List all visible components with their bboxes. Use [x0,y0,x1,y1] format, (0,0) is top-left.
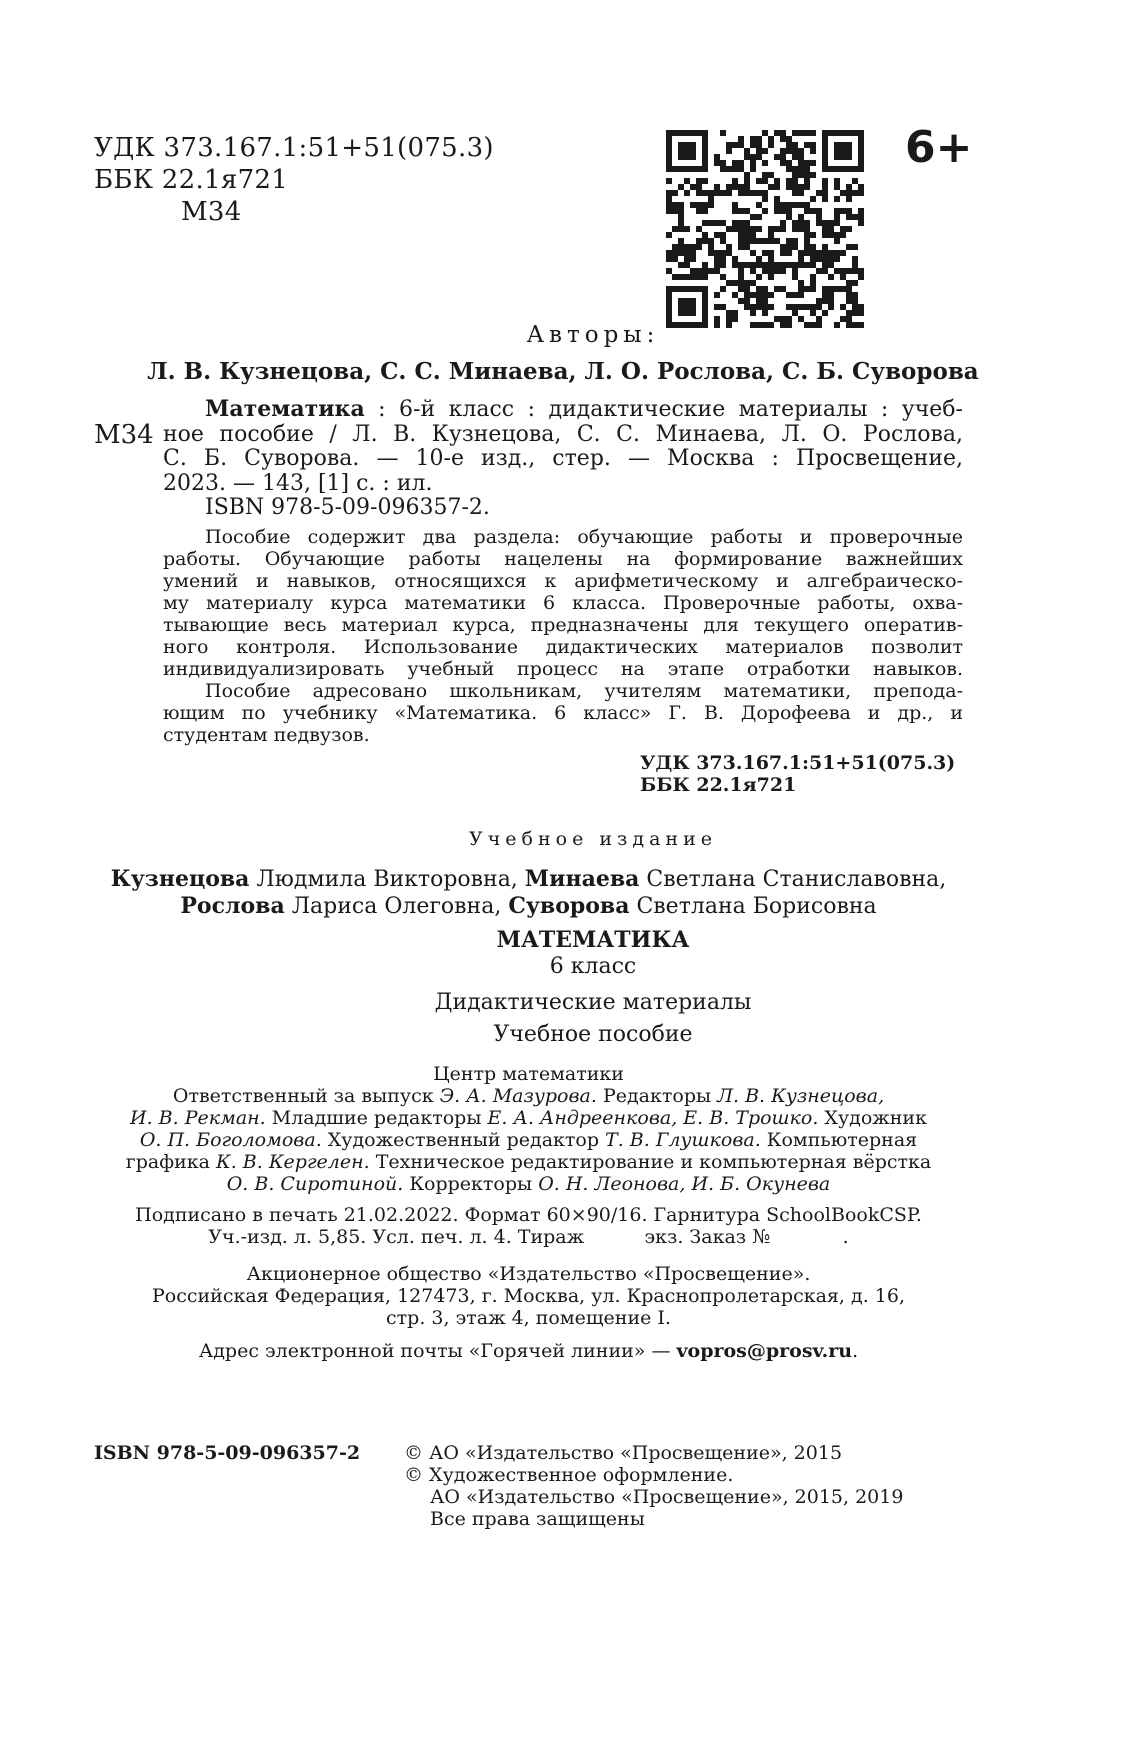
surname: Суворова [508,893,630,919]
age-rating-badge: 6+ [905,122,973,173]
copyright-line: © АО «Издательство «Просвещение», 2015 [404,1442,843,1464]
credits-line-5: О. В. Сиротиной. Корректоры О. Н. Леонова, И. Б. Окунева [226,1173,831,1195]
copyright-line: АО «Издательство «Просвещение», 2015, 2019 [430,1486,904,1508]
biblio-line-1: Математика : 6-й класс : дидактические материалы : учеб- [205,396,963,422]
surname: Минаева [524,866,640,892]
copyright-line: © Художественное оформление. [404,1464,734,1486]
publisher-line: Акционерное общество «Издательство «Просвещение». [246,1263,811,1285]
qr-code-icon [666,130,864,328]
credits-line-1: Ответственный за выпуск Э. А. Мазурова. Редакторы Л. В. Кузнецова, [172,1085,885,1107]
annotation-line: индивидуализировать учебный процесс на этапе отработки навыков. [163,658,963,680]
biblio-record [163,397,963,521]
authors-label: Авторы: [526,322,660,348]
full-names [94,866,963,920]
center-name: Центр математики [433,1063,624,1085]
annotation-line: ного контроля. Использование дидактических материалов позволит [163,636,963,658]
credits-line-2: И. В. Рекман. Младшие редакторы Е. А. Андреенкова, Е. В. Трошко. Художник [130,1107,927,1129]
credits-line-4: графика К. В. Кергелен. Техническое редактирование и компьютерная вёрстка [125,1151,932,1173]
author-mark: М34 [181,197,242,227]
annotation [163,526,963,746]
annotation-line: ющим по учебнику «Математика. 6 класс» Г. В. Дорофеева и др., и [163,702,963,724]
biblio-title: Математика [205,396,365,422]
hotline-email: Адрес электронной почты «Горячей линии» — vopros@prosv.ru. [198,1340,859,1362]
print-line: Уч.-изд. л. 5,85. Усл. печ. л. 4. Тираж экз. Заказ № . [208,1226,849,1248]
biblio-isbn: ISBN 978-5-09-096357-2. [205,495,490,520]
book-title: МАТЕМАТИКА [496,927,690,953]
biblio-line-3: С. Б. Суворова. — 10-е изд., стер. — Москва : Просвещение, [163,446,963,471]
udk-right-block [640,752,955,796]
annotation-line: умений и навыков, относящихся к арифметическому и алгебраическо- [163,570,963,592]
credits-line-3: О. П. Боголомова. Художественный редактор Т. В. Глушкова. Компьютерная [139,1129,918,1151]
full-names-line-1: Кузнецова Людмила Викторовна, Минаева Светлана Станиславовна, [110,866,947,892]
copyright-line: Все права защищены [430,1508,645,1530]
bbk-right: ББК 22.1я721 [640,774,797,796]
biblio-line-4: 2023. — 143, [1] с. : ил. [163,470,433,496]
print-info [94,1204,963,1248]
biblio-line-2: ное пособие / Л. В. Кузнецова, С. С. Минаева, Л. О. Рослова, [163,421,963,447]
publisher-info [94,1263,963,1329]
book-grade: 6 класс [549,954,637,979]
isbn-bottom: ISBN 978-5-09-096357-2 [94,1442,361,1464]
book-subtitle: Дидактические материалы [434,990,752,1015]
annotation-line: Пособие содержит два раздела: обучающие работы и проверочные [205,526,963,548]
udk-right: УДК 373.167.1:51+51(075.3) [640,752,956,774]
email-link[interactable]: vopros@prosv.ru [676,1340,853,1362]
udk-code: УДК 373.167.1:51+51(075.3) [94,133,494,163]
full-names-line-2: Рослова Лариса Олеговна, Суворова Светлана Борисовна [180,893,877,919]
print-line: Подписано в печать 21.02.2022. Формат 60×90/16. Гарнитура SchoolBookCSP. [135,1204,922,1226]
book-type: Учебное пособие [493,1022,693,1047]
biblio-code: М34 [94,420,154,450]
publisher-line: стр. 3, этаж 4, помещение I. [386,1307,671,1329]
authors-names: Л. В. Кузнецова, С. С. Минаева, Л. О. Рослова, С. Б. Суворова [147,358,979,385]
publisher-line: Российская Федерация, 127473, г. Москва, ул. Краснопролетарская, д. 16, [151,1285,905,1307]
annotation-line: му материалу курса математики 6 класса. Проверочные работы, охва- [163,592,963,614]
annotation-line: работы. Обучающие работы нацелены на формирование важнейших [163,548,963,570]
surname: Рослова [180,893,285,919]
annotation-line: студентам педвузов. [163,724,370,746]
edition-type: Учебное издание [469,828,717,850]
bbk-code: ББК 22.1я721 [94,165,289,195]
credits [94,1063,963,1195]
annotation-line: тывающие весь материал курса, предназначены для текущего оператив- [163,614,963,636]
classification-block [94,132,494,228]
surname: Кузнецова [110,866,250,892]
copyright-block [404,1442,903,1530]
annotation-line: Пособие адресовано школьникам, учителям математики, препода- [205,680,963,702]
